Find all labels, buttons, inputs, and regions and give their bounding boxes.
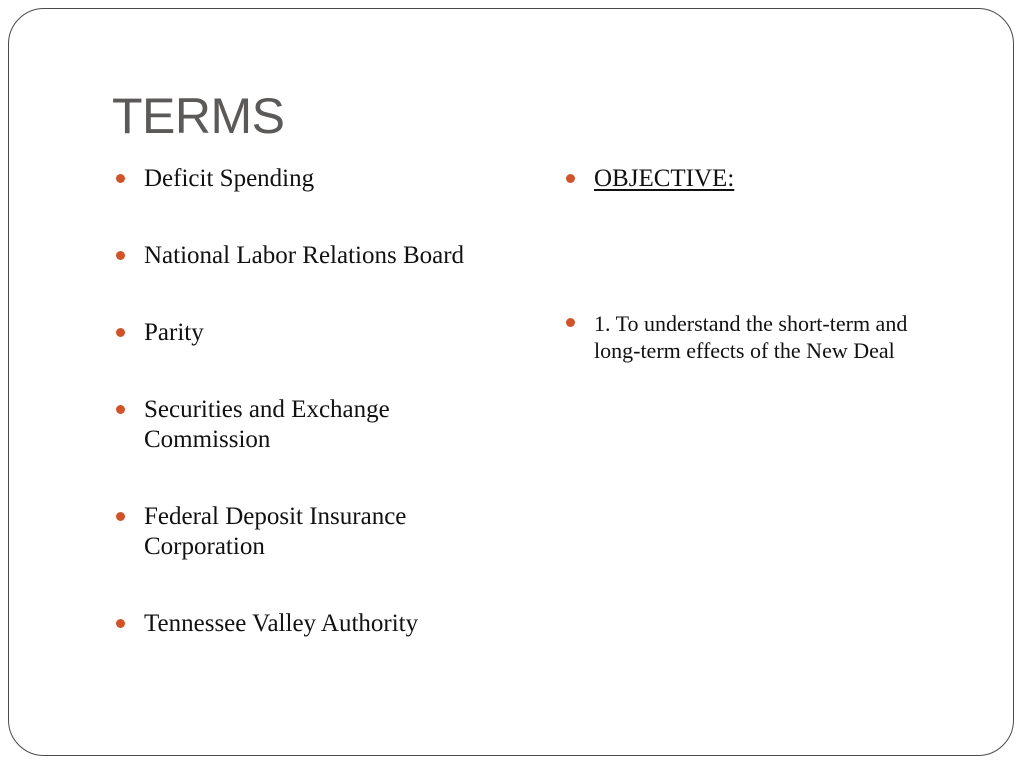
term-text: Deficit Spending — [144, 165, 315, 192]
objective-text: 1. To understand the short-term and long-term effects of the New Deal — [594, 311, 908, 363]
term-text: Federal Deposit Insurance Corporation — [144, 503, 407, 560]
term-text: Parity — [144, 319, 204, 346]
slide-title: TERMS — [112, 88, 285, 144]
list-item — [114, 164, 514, 194]
objective-list — [564, 164, 954, 364]
bullet-dot-icon — [116, 619, 125, 628]
list-item — [114, 241, 514, 271]
bullet-dot-icon — [116, 251, 125, 260]
list-item — [114, 609, 514, 639]
term-text: Securities and Exchange Commission — [144, 396, 390, 453]
bullet-dot-icon — [116, 328, 125, 337]
bullet-dot-icon — [116, 174, 125, 183]
terms-list — [114, 164, 514, 686]
term-text: Tennessee Valley Authority — [144, 610, 419, 637]
objective-heading: OBJECTIVE: — [594, 165, 735, 192]
bullet-dot-icon — [566, 174, 575, 183]
spacer — [564, 194, 954, 310]
objective-heading-item — [564, 164, 954, 194]
objective-item — [564, 310, 954, 364]
term-text: National Labor Relations Board — [144, 242, 465, 269]
list-item — [114, 502, 514, 562]
list-item — [114, 318, 514, 348]
bullet-dot-icon — [116, 405, 125, 414]
list-item — [114, 395, 514, 455]
bullet-dot-icon — [566, 318, 575, 327]
bullet-dot-icon — [116, 512, 125, 521]
